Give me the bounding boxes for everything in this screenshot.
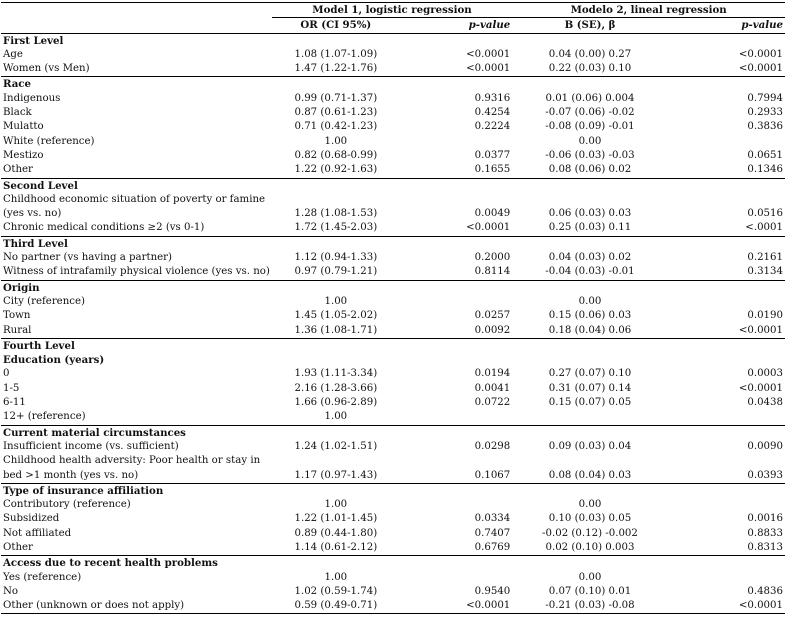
- row-label: Not affiliated: [3, 527, 72, 539]
- p-value-model2: 0.3836: [747, 121, 783, 133]
- beta-value: 0.06 (0.03) 0.03: [548, 208, 632, 220]
- table-row: [1, 309, 785, 323]
- p-value-model1: 0.8114: [474, 266, 511, 278]
- p-value-model1: <0.0001: [466, 48, 511, 60]
- header-p2: p-value: [668, 18, 785, 33]
- p-value-model1: 0.0041: [474, 382, 511, 394]
- p-value-model2: [668, 410, 785, 425]
- or-value: 0.59 (0.49-0.71): [272, 599, 400, 614]
- table-row: [1, 367, 785, 381]
- table-row: [1, 585, 785, 599]
- row-label: White (reference): [3, 135, 95, 147]
- p-value-model1: 0.6769: [474, 541, 511, 553]
- section-header-row: [1, 556, 785, 571]
- or-value: 1.14 (0.61-2.12): [294, 541, 378, 553]
- or-value: 0.71 (0.42-1.23): [294, 121, 378, 133]
- or-value: 1.00: [324, 411, 348, 423]
- or-value: 1.66 (0.96-2.89): [294, 397, 378, 409]
- beta-value: 0.27 (0.07) 0.10: [548, 368, 632, 380]
- p-value-model1: 0.0377: [474, 149, 511, 161]
- table-row: [1, 163, 785, 178]
- table-row: [1, 251, 785, 265]
- section-label: Origin: [1, 280, 785, 295]
- or-value: 1.00: [324, 295, 348, 307]
- or-value: 0.89 (0.44-1.80): [294, 527, 378, 539]
- row-label: Witness of intrafamily physical violence (yes vs. no): [3, 266, 270, 278]
- or-value: 1.24 (1.02-1.51): [294, 440, 378, 452]
- row-label: 6-11: [3, 397, 26, 409]
- beta-value: 0.18 (0.04) 0.06: [548, 324, 632, 336]
- section-header-row: [1, 77, 785, 92]
- table-row: [1, 193, 785, 222]
- or-value: 0.99 (0.71-1.37): [294, 92, 378, 104]
- p-value-model2: 0.0003: [747, 368, 783, 380]
- row-label: City (reference): [3, 295, 85, 307]
- section-label: Type of insurance affiliation: [1, 483, 785, 498]
- or-value: 1.45 (1.05-2.02): [294, 310, 378, 322]
- row-label: Chronic medical conditions ≥2 (vs 0-1): [3, 222, 205, 234]
- p-value-model2: 0.0393: [747, 469, 783, 481]
- p-value-model2: 0.4836: [747, 585, 783, 597]
- section-label: First Level: [1, 33, 785, 48]
- or-value: 0.82 (0.68-0.99): [294, 149, 378, 161]
- row-label: Childhood economic situation of poverty or famine (yes vs. no): [3, 193, 266, 220]
- p-value-model2: 0.0016: [747, 513, 783, 525]
- table-row: [1, 149, 785, 163]
- p-value-model2: [668, 571, 785, 585]
- beta-value: [512, 410, 667, 425]
- table-row: [1, 324, 785, 339]
- beta-value: 0.01 (0.06) 0.004: [545, 92, 635, 104]
- row-label: Yes (reference): [3, 571, 82, 583]
- or-value: 1.22 (0.92-1.63): [294, 164, 378, 176]
- table-row: [1, 599, 785, 614]
- p-value-model2: 0.0190: [747, 310, 783, 322]
- section-label: Race: [1, 77, 785, 92]
- table-row: [1, 410, 785, 425]
- p-value-model2: <.0001: [745, 222, 783, 234]
- row-label: 1-5: [3, 382, 20, 394]
- table-row: [1, 440, 785, 454]
- beta-value: -0.08 (0.09) -0.01: [545, 121, 635, 133]
- row-label: Indigenous: [3, 92, 61, 104]
- beta-value: 0.22 (0.03) 0.10: [548, 63, 632, 75]
- p-value-model1: 0.0049: [474, 208, 511, 220]
- section-label: Third Level: [1, 236, 785, 251]
- row-label: Contributory (reference): [3, 499, 131, 511]
- table-row: [1, 135, 785, 149]
- beta-value: 0.07 (0.10) 0.01: [548, 585, 632, 597]
- p-value-model1: 0.4254: [474, 107, 511, 119]
- row-label: 12+ (reference): [3, 411, 86, 423]
- table-row: [1, 221, 785, 236]
- table-row: [1, 571, 785, 585]
- p-value-model2: 0.0651: [747, 149, 783, 161]
- table-row: [1, 382, 785, 396]
- beta-value: -0.21 (0.03) -0.08: [512, 599, 667, 614]
- beta-value: 0.10 (0.03) 0.05: [548, 513, 632, 525]
- subsection-label: Education (years): [3, 354, 105, 367]
- row-label: No: [3, 585, 19, 597]
- table-row: [1, 527, 785, 541]
- row-label: Town: [3, 310, 31, 322]
- p-value-model2: [668, 498, 785, 512]
- or-value: 1.08 (1.07-1.09): [294, 48, 378, 60]
- header-row-models: [1, 3, 785, 18]
- beta-value: 0.25 (0.03) 0.11: [548, 222, 632, 234]
- regression-table: [1, 2, 785, 614]
- row-label: Other: [3, 164, 33, 176]
- or-value: 1.00: [324, 135, 348, 147]
- beta-value: 0.00: [578, 135, 602, 147]
- p-value-model2: <0.0001: [738, 324, 783, 336]
- header-or: OR (CI 95%): [272, 18, 400, 33]
- p-value-model1: [400, 498, 512, 512]
- p-value-model2: [668, 135, 785, 149]
- table-row: [1, 48, 785, 62]
- model1-title: Model 1, logistic regression: [272, 3, 513, 18]
- p-value-model2: <0.0001: [738, 48, 783, 60]
- table-row: [1, 512, 785, 526]
- header-empty-cell: [1, 3, 272, 18]
- row-label: Childhood health adversity: Poor health or stay in bed >1 month (yes vs. no): [3, 455, 261, 481]
- or-value: 0.87 (0.61-1.23): [294, 107, 378, 119]
- p-value-model1: 0.2000: [474, 252, 511, 264]
- p-value-model1: <0.0001: [400, 599, 512, 614]
- row-label: Women (vs Men): [3, 63, 90, 75]
- beta-value: 0.15 (0.06) 0.03: [548, 310, 632, 322]
- beta-value: 0.04 (0.00) 0.27: [548, 48, 632, 60]
- beta-value: -0.04 (0.03) -0.01: [545, 266, 635, 278]
- section-header-row: [1, 338, 785, 353]
- row-label: Other (unknown or does not apply): [1, 599, 272, 614]
- beta-value: 0.04 (0.03) 0.02: [548, 252, 632, 264]
- table-row: [1, 92, 785, 106]
- p-value-model1: 0.7407: [474, 527, 511, 539]
- or-value: 1.00: [324, 571, 348, 583]
- p-value-model1: 0.0334: [474, 513, 511, 525]
- p-value-model1: 0.0722: [474, 397, 511, 409]
- row-label: Insufficient income (vs. sufficient): [3, 440, 179, 452]
- beta-value: -0.02 (0.12) -0.002: [542, 527, 638, 539]
- row-label: Mestizo: [3, 149, 44, 161]
- section-label: Fourth Level: [1, 338, 785, 353]
- or-value: 1.72 (1.45-2.03): [294, 222, 378, 234]
- p-value-model2: [668, 295, 785, 309]
- table-body: [1, 33, 785, 614]
- p-value-model1: 0.0298: [474, 440, 511, 452]
- p-value-model1: [400, 295, 512, 309]
- or-value: 1.47 (1.22-1.76): [294, 63, 378, 75]
- section-label: Access due to recent health problems: [1, 556, 785, 571]
- section-header-row: [1, 280, 785, 295]
- table-row: [1, 454, 785, 483]
- p-value-model2: <0.0001: [738, 63, 783, 75]
- beta-value: -0.07 (0.06) -0.02: [545, 107, 635, 119]
- p-value-model1: [400, 410, 512, 425]
- section-header-row: [1, 178, 785, 193]
- row-label: Age: [3, 48, 23, 60]
- section-label: Current material circumstances: [1, 425, 785, 440]
- p-value-model1: 0.9316: [474, 92, 511, 104]
- p-value-model2: 0.1346: [747, 164, 783, 176]
- row-label: Subsidized: [3, 513, 60, 525]
- row-label: Other: [3, 541, 33, 553]
- beta-value: 0.00: [578, 571, 602, 583]
- or-value: 1.93 (1.11-3.34): [294, 368, 378, 380]
- row-label: Black: [3, 107, 32, 119]
- section-header-row: [1, 483, 785, 498]
- table-row: [1, 396, 785, 410]
- p-value-model1: 0.9540: [474, 585, 511, 597]
- or-value: 1.17 (0.97-1.43): [294, 469, 378, 481]
- p-value-model1: [400, 135, 512, 149]
- or-value: 1.02 (0.59-1.74): [294, 585, 378, 597]
- or-value: 1.12 (0.94-1.33): [294, 252, 378, 264]
- p-value-model1: 0.2224: [474, 121, 511, 133]
- p-value-model1: <0.0001: [466, 222, 511, 234]
- row-label: Mulatto: [3, 121, 44, 133]
- header-b: Β (SE), β: [512, 18, 667, 33]
- p-value-model1: <0.0001: [466, 63, 511, 75]
- beta-value: 0.15 (0.07) 0.05: [548, 397, 632, 409]
- header-label-cell: [1, 18, 272, 33]
- beta-value: 0.02 (0.10) 0.003: [545, 541, 635, 553]
- p-value-model2: 0.2933: [747, 107, 783, 119]
- p-value-model2: <0.0001: [738, 382, 783, 394]
- subsection-header-row: [1, 353, 785, 367]
- p-value-model1: 0.0092: [474, 324, 511, 336]
- row-label: 0: [3, 368, 10, 380]
- beta-value: 0.08 (0.06) 0.02: [548, 164, 632, 176]
- header-p1: p-value: [400, 18, 512, 33]
- beta-value: 0.31 (0.07) 0.14: [548, 382, 632, 394]
- row-label: No partner (vs having a partner): [3, 252, 173, 264]
- table-row: [1, 498, 785, 512]
- section-header-row: [1, 425, 785, 440]
- p-value-model2: 0.2161: [747, 252, 783, 264]
- or-value: 2.16 (1.28-3.66): [294, 382, 378, 394]
- section-header-row: [1, 236, 785, 251]
- table-row: [1, 295, 785, 309]
- p-value-model2: 0.0438: [747, 397, 783, 409]
- row-label: Rural: [3, 324, 32, 336]
- table-row: [1, 106, 785, 120]
- p-value-model1: 0.0194: [474, 368, 511, 380]
- table-row: [1, 265, 785, 280]
- or-value: 1.28 (1.08-1.53): [294, 208, 378, 220]
- or-value: 1.22 (1.01-1.45): [294, 513, 378, 525]
- beta-value: 0.09 (0.03) 0.04: [548, 440, 632, 452]
- p-value-model2: 0.8313: [747, 541, 783, 553]
- model2-title: Modelo 2, lineal regression: [512, 3, 785, 18]
- table-row: [1, 120, 785, 134]
- table-row: [1, 62, 785, 77]
- or-value: 0.97 (0.79-1.21): [294, 266, 378, 278]
- beta-value: 0.00: [578, 499, 602, 511]
- p-value-model2: <0.0001: [668, 599, 785, 614]
- beta-value: -0.06 (0.03) -0.03: [545, 149, 635, 161]
- section-label: Second Level: [1, 178, 785, 193]
- section-header-row: [1, 33, 785, 48]
- p-value-model2: 0.7994: [747, 92, 783, 104]
- p-value-model1: 0.1067: [474, 469, 511, 481]
- table-row: [1, 541, 785, 556]
- p-value-model1: [400, 571, 512, 585]
- or-value: 1.36 (1.08-1.71): [294, 324, 378, 336]
- beta-value: 0.08 (0.04) 0.03: [548, 469, 632, 481]
- p-value-model2: 0.0090: [747, 440, 783, 452]
- p-value-model1: 0.0257: [474, 310, 511, 322]
- p-value-model2: 0.8833: [747, 527, 783, 539]
- or-value: 1.00: [324, 499, 348, 511]
- p-value-model1: 0.1655: [474, 164, 511, 176]
- beta-value: 0.00: [578, 295, 602, 307]
- p-value-model2: 0.3134: [747, 266, 783, 278]
- p-value-model2: 0.0516: [747, 208, 783, 220]
- header-row-columns: [1, 18, 785, 33]
